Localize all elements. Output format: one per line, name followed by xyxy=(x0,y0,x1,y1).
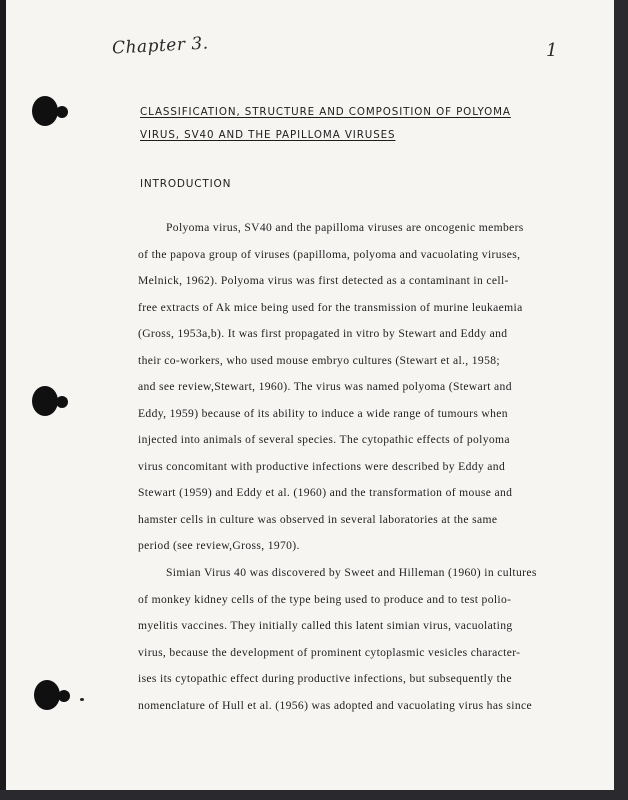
text-line: hamster cells in culture was observed in several laboratories at the same xyxy=(138,513,498,526)
scan-border-right xyxy=(614,0,628,800)
text-line: Polyoma virus, SV40 and the papilloma viruses are oncogenic members xyxy=(166,221,524,234)
punch-hole-middle xyxy=(32,386,58,416)
scan-border-bottom xyxy=(0,790,628,800)
handwritten-chapter-note: Chapter 3. xyxy=(111,33,210,59)
text-line: and see review,Stewart, 1960). The virus was named polyoma (Stewart and xyxy=(138,380,512,393)
text-line: myelitis vaccines. They initially called this latent simian virus, vacuolating xyxy=(138,619,513,632)
text-line: free extracts of Ak mice being used for the transmission of murine leukaemia xyxy=(138,301,523,314)
text-line: Stewart (1959) and Eddy et al. (1960) and the transformation of mouse and xyxy=(138,486,513,499)
text-line: virus, because the development of prominent cytoplasmic vesicles character- xyxy=(138,646,521,659)
text-line: Simian Virus 40 was discovered by Sweet and Hilleman (1960) in cultures xyxy=(166,566,537,579)
ink-mark xyxy=(80,698,84,701)
punch-hole-bottom xyxy=(34,680,60,710)
text-line: virus concomitant with productive infections were described by Eddy and xyxy=(138,460,506,473)
title-line-2: VIRUS, SV40 AND THE PAPILLOMA VIRUSES xyxy=(140,129,396,141)
text-line: (Gross, 1953a,b). It was first propagated in vitro by Stewart and Eddy and xyxy=(138,327,508,340)
text-line: Eddy, 1959) because of its ability to induce a wide range of tumours when xyxy=(138,407,508,420)
text-line: Melnick, 1962). Polyoma virus was first detected as a contaminant in cell- xyxy=(138,274,509,287)
text-line: of monkey kidney cells of the type being used to produce and to test polio- xyxy=(138,593,512,606)
handwritten-page-number: 1 xyxy=(546,40,558,61)
text-line: ises its cytopathic effect during productive infections, but subsequently the xyxy=(138,672,512,685)
text-line: nomenclature of Hull et al. (1956) was adopted and vacuolating virus has since xyxy=(138,699,533,712)
text-line: their co-workers, who used mouse embryo cultures (Stewart et al., 1958; xyxy=(138,354,500,367)
punch-hole-top xyxy=(32,96,58,126)
title-line-1: CLASSIFICATION, STRUCTURE AND COMPOSITION OF POLYOMA xyxy=(140,106,511,118)
section-heading: INTRODUCTION xyxy=(140,178,232,190)
body-text xyxy=(138,0,598,790)
text-line: period (see review,Gross, 1970). xyxy=(138,539,300,552)
text-line: injected into animals of several species. The cytopathic effects of polyoma xyxy=(138,433,510,446)
text-line: of the papova group of viruses (papilloma, polyoma and vacuolating viruses, xyxy=(138,248,521,261)
